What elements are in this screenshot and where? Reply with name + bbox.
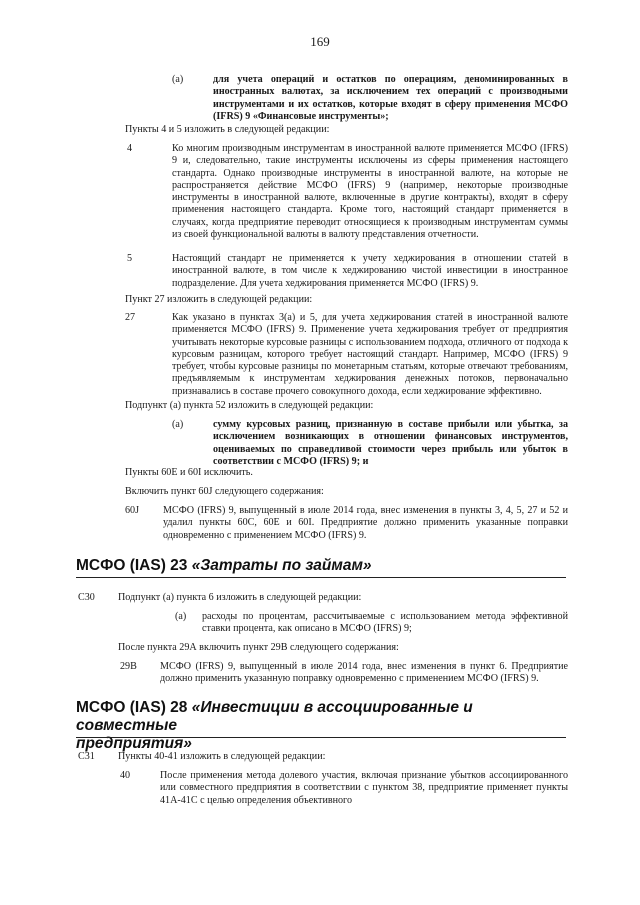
c31-intro: Пункты 40-41 изложить в следующей редакции:: [118, 751, 326, 762]
para-5-text: Настоящий стандарт не применяется к учету хеджирования в отношении статей в иностранной валюте, в том числе к хеджированию чистой инвестиции в иностранное подразделение. Для учета хеджирования применяется МСФО (IFRS) 9.: [172, 253, 568, 289]
intro-52: Подпункт (а) пункта 52 изложить в следующей редакции:: [125, 400, 374, 411]
para-40-num: 40: [120, 770, 131, 781]
heading-ias-23-title: «Затраты по займам»: [191, 557, 372, 574]
c30-label: C30: [78, 592, 95, 603]
include-60j: Включить пункт 60J следующего содержания:: [125, 486, 324, 497]
para-4-num: 4: [127, 143, 133, 154]
item-52a-text: сумму курсовых разниц, признанную в составе прибыли или убытка, за исключением возникающих в отношении финансовых инструментов, оцениваемых по справедливой стоимости через прибыль или убыток в соответствии с МСФО (IFRS) 9; и: [213, 419, 568, 467]
para-60j-num: 60J: [125, 505, 140, 516]
para-60j-text: МСФО (IFRS) 9, выпущенный в июле 2014 года, внес изменения в пункты 3, 4, 5, 27 и 52 и удалил пункты 60С, 60Е и 60I. Предприятие должно применить указанные поправки одновременно с применением МСФО (IFRS) 9.: [163, 505, 568, 541]
heading-ias-28-title-line2: предприятия»: [76, 735, 192, 752]
para-5-num: 5: [127, 253, 133, 264]
c30-item-label: (а): [175, 611, 187, 622]
c30-intro-29b: После пункта 29А включить пункт 29В следующего содержания:: [118, 642, 399, 653]
para-29b-num: 29В: [120, 661, 137, 672]
para-40-text: После применения метода долевого участия, включая признание убытков ассоциированного или совместного предприятия в соответствии с пунктом 38, предприятие применяет пункты 41А-41С с целью определения объективного: [160, 770, 568, 806]
item-a-text: для учета операций и остатков по операциям, деноминированных в иностранных валютах, за исключением тех операций с производными инструментами и их остатков, которые входят в сферу применения МСФО (IFRS) 9 «Финансовые инструменты»;: [213, 74, 568, 122]
page-number: 169: [310, 34, 330, 49]
intro-4-5: Пункты 4 и 5 изложить в следующей редакции:: [125, 124, 330, 135]
heading-ias-23-rule: [76, 577, 566, 578]
para-27-num: 27: [125, 312, 136, 323]
heading-ias-28-rule: [76, 737, 566, 738]
item-52a-label: (а): [172, 419, 184, 430]
c30-item-text: расходы по процентам, рассчитываемые с использованием метода эффективной ставки процента, как описано в МСФО (IFRS) 9;: [202, 611, 568, 635]
heading-ias-28-code: МСФО (IAS) 28: [76, 699, 188, 716]
exclude-60e-60i: Пункты 60E и 60I исключить.: [125, 467, 253, 478]
c31-label: C31: [78, 751, 95, 762]
item-a-label: (a): [172, 74, 184, 85]
para-4-text: Ко многим производным инструментам в иностранной валюте применяется МСФО (IFRS) 9 и, следовательно, такие инструменты исключены из сферы применения настоящего стандарта. Однако производные инструменты в иностранной валюте, на которые не распространяется действие МСФО (IFRS) 9 (например, некоторые производные инструменты в иностранной валюте, включенные в другие контракты), входят в сферу применения настоящего стандарта. Кроме того, настоящий стандарт применяется в случаях, когда предприятие переводит относящиеся к производным инструментам суммы из своей функциональной валюты в валюту представления отчетности.: [172, 143, 568, 241]
heading-ias-23: [76, 557, 372, 575]
c30-intro: Подпункт (а) пункта 6 изложить в следующей редакции:: [118, 592, 362, 603]
heading-ias-28: [76, 699, 546, 753]
intro-27: Пункт 27 изложить в следующей редакции:: [125, 294, 313, 305]
heading-ias-23-code: МСФО (IAS) 23: [76, 557, 188, 574]
para-29b-text: МСФО (IFRS) 9, выпущенный в июле 2014 года, внес изменения в пункт 6. Предприятие должно применить указанную поправку одновременно с применением МСФО (IFRS) 9.: [160, 661, 568, 685]
heading-ias-28-title-line1: «Инвестиции в ассоциированные и совместные: [76, 699, 473, 734]
para-27-text: Как указано в пунктах 3(а) и 5, для учета хеджирования статей в иностранной валюте применяется МСФО (IFRS) 9. Применение учета хеджирования требует от предприятия учитывать некоторые курсовые разницы с использованием подхода, отличного от подхода к курсовым разницам, которого требует настоящий стандарт. Например, МСФО (IFRS) 9 требует, чтобы курсовые разницы по монетарным статьям, которые отвечают требованиям, предъявляемым к инструментам хеджирования денежных потоков, первоначально признавались в составе прочего совокупного дохода, если хеджирование эффективно.: [172, 312, 568, 397]
